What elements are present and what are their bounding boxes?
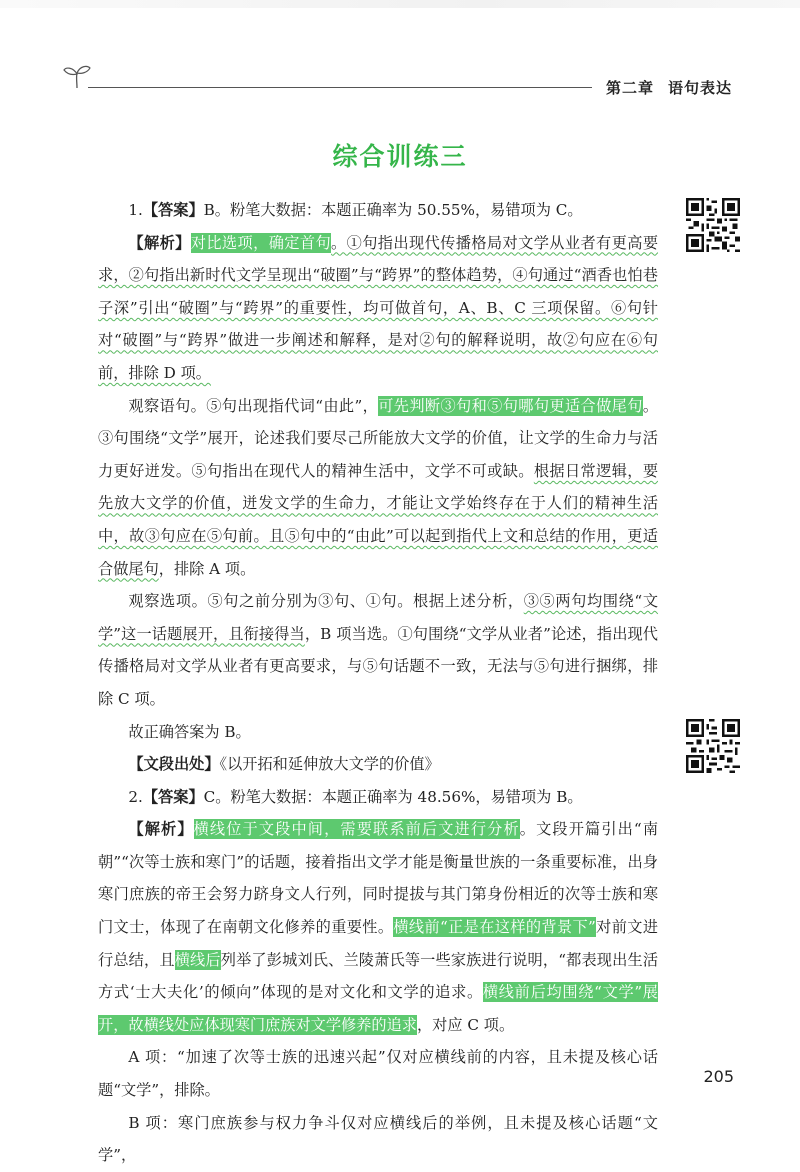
q1-source — [98, 748, 658, 781]
highlight-text: 对比选项，确定首句 — [190, 233, 332, 252]
q1-paragraph-2 — [98, 390, 658, 586]
answer-label: 【答案】 — [142, 787, 204, 806]
q1-paragraph-3 — [98, 585, 658, 715]
q1-answer — [98, 194, 658, 227]
chapter-section: 语句表达 — [667, 79, 732, 97]
analysis-label: 【解析】 — [128, 233, 191, 252]
body-text: 观察语句。⑤句出现指代词“由此”， — [128, 396, 379, 415]
body-text: ，对应 C 项。 — [416, 1015, 515, 1034]
q2-analysis — [98, 813, 658, 1041]
body-text: ，B 项当选。①句围绕“文学从业者”论述，指出现代传播格局对文学从业者有更高要求，与⑤句话题不一致，无法与⑤句进行捆绑，排除 C 项。 — [98, 624, 658, 708]
analysis-label: 【解析】 — [128, 820, 194, 839]
chapter-heading — [606, 77, 732, 98]
qr-code-icon[interactable] — [686, 719, 740, 773]
q1-analysis — [98, 227, 658, 390]
q2-option-a: A 项：“加速了次等士族的迅速兴起”仅对应横线前的内容，且未提及核心话题“文学”，排除。 — [98, 1048, 658, 1100]
qr-code-icon[interactable] — [686, 198, 740, 252]
q2-number: 2. — [128, 787, 143, 806]
q2-option-b: B 项：寒门庶族参与权力争斗仅对应横线后的举例，且未提及核心话题“文学”， — [98, 1113, 658, 1165]
page-title: 综合训练三 — [332, 142, 468, 171]
q2-answer-text: C。粉笔大数据：本题正确率为 48.56%，易错项为 B。 — [203, 787, 583, 806]
source-label: 【文段出处】 — [128, 755, 220, 774]
header-rule — [88, 87, 592, 88]
highlight-text: 横线前“正是在这样的背景下” — [393, 918, 596, 937]
body-text: 观察选项。⑤句之前分别为③句、①句。根据上述分析， — [128, 592, 524, 611]
q1-number: 1. — [128, 201, 143, 219]
q1-conclusion: 故正确答案为 B。 — [128, 722, 251, 741]
page-number: 205 — [703, 1067, 734, 1086]
answer-label: 【答案】 — [142, 201, 204, 219]
q1-answer-text: B。粉笔大数据：本题正确率为 50.55%，易错项为 C。 — [203, 201, 583, 219]
highlight-text: 可先判断③句和⑤句哪句更适合做尾句 — [378, 396, 643, 415]
chapter-number: 第二章 — [605, 79, 654, 97]
wavy-underline-text: 根据日常逻辑，要先放大文学的价值，迸发文学的生命力，才能让文学始终存在于人们的精神生活中，故③句应在⑤句前。且⑤句中的“由此”可以起到指代上文和总结的作用，更适合做尾句 — [98, 461, 659, 578]
wavy-underline-text: ③⑤两句均围绕“文学”这一话题展开，且衔接得当 — [98, 592, 659, 643]
answer-content — [98, 194, 658, 1172]
q2-answer — [98, 781, 658, 814]
wavy-underline-text: 。①句指出现代传播格局对文学从业者有更高要求，②句指出新时代文学呈现出“破圈”与“跨界”的整体趋势，④句通过“酒香也怕巷子深”引出“破圈”与“跨界”的重要性，均可做首句，A、B、C 三项保留。⑥句针对“破圈”与“跨界”做进一步阐述和解释，是对②句的解释说明，故②句应在⑥句前，排除 D 项。 — [98, 233, 659, 382]
highlight-text: 横线前后均围绕“文学”展开，故横线处应体现寒门庶族对文学修养的追求 — [98, 983, 658, 1034]
top-edge — [0, 0, 800, 8]
body-text: 对前文进行总结，且 — [98, 918, 659, 969]
body-text: ，排除 A 项。 — [158, 559, 256, 578]
body-text: 列举了彭城刘氏、兰陵萧氏等一些家族进行说明，“都表现出生活方式‘士大夫化’的倾向”体现的是对文化和文学的追求。 — [98, 950, 659, 1002]
body-text: 。文段开篇引出“南朝”“次等士族和寒门”的话题，接着指出文学才能是衡量世族的一条重要标准，出身寒门庶族的帝王会努力跻身文人行列，同时提拔与其门第身份相近的次等士族和寒门文士，体现了在南朝文化修养的重要性。 — [98, 820, 659, 937]
source-text: 《以开拓和延伸放大文学的价值》 — [219, 755, 440, 774]
page-header — [60, 58, 740, 98]
body-text: 。③句围绕“文学”展开，论述我们要尽己所能放大文学的价值，让文学的生命力与活力更好迸发。⑤句指出在现代人的精神生活中，文学不可或缺。 — [98, 396, 659, 480]
highlight-text: 横线位于文段中间，需要联系前后文进行分析 — [193, 820, 520, 839]
highlight-text: 横线后 — [174, 950, 221, 969]
